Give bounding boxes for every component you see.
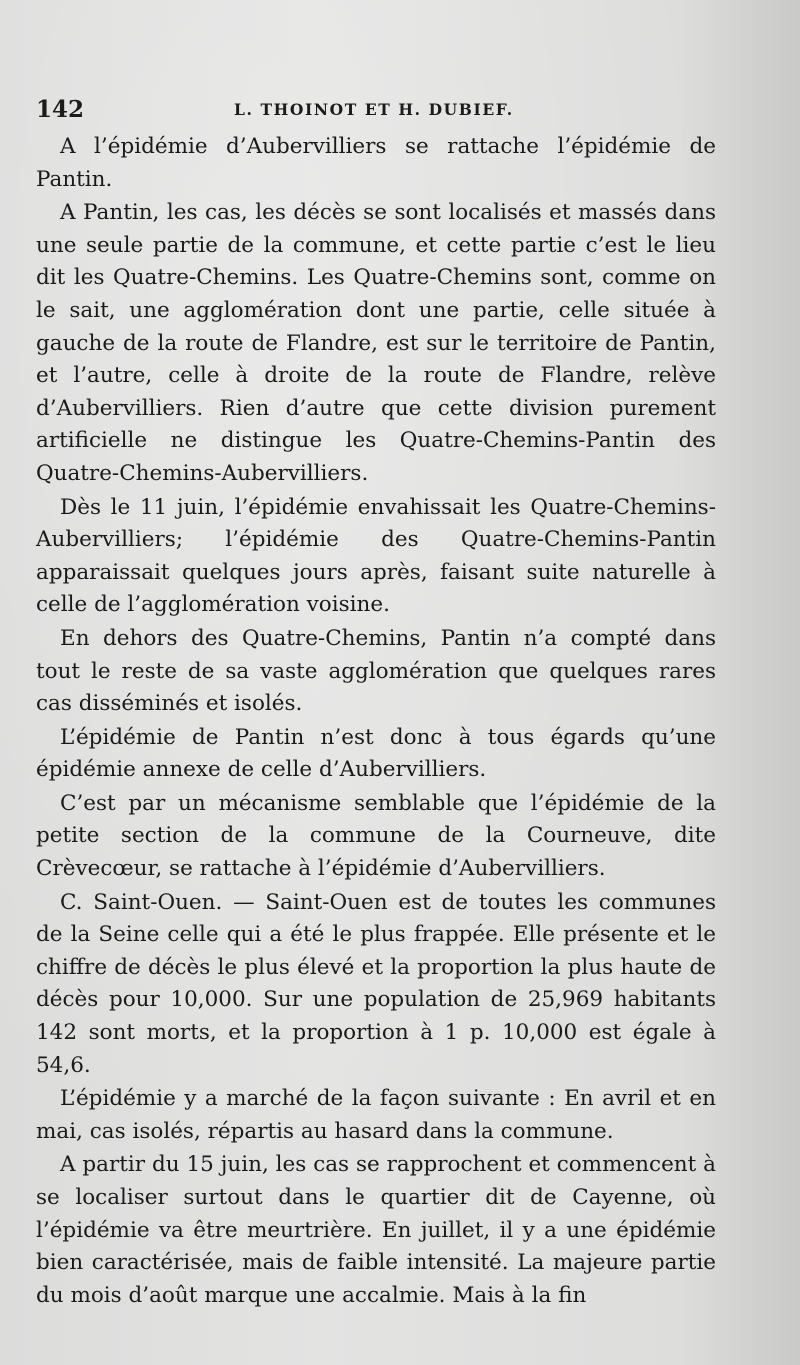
body-text xyxy=(36,131,716,1312)
paragraph: A partir du 15 juin, les cas se rapprochent et commencent à se localiser surtout dans le quartier dit de Cayenne, où l’épidémie va être meurtrière. En juillet, il y a une épidémie bien caractérisée, mais de faible intensité. La majeure partie du mois d’août marque une accalmie. Mais à la fin xyxy=(36,1152,716,1308)
paragraph: C’est par un mécanisme semblable que l’épidémie de la petite section de la commune de la Courneuve, dite Crèvecœur, se rattache à l’épidémie d’Aubervilliers. xyxy=(36,790,716,882)
page-header xyxy=(36,96,726,126)
paragraph: L’épidémie de Pantin n’est donc à tous égards qu’une épidémie annexe de celle d’Aubervilliers. xyxy=(36,724,716,783)
paragraph: A l’épidémie d’Aubervilliers se rattache l’épidémie de Pantin. xyxy=(36,134,716,192)
page-number: 142 xyxy=(36,96,85,123)
paragraph: C. Saint-Ouen. — Saint-Ouen est de toutes les communes de la Seine celle qui a été le plus frappée. Elle présente et le chiffre de décès le plus élevé et la proportion la plus haute de décès pour 10,000. Sur une population de 25,969 habitants 142 sont morts, et la proportion à 1 p. 10,000 est égale à 54,6. xyxy=(36,889,716,1078)
paragraph: Dès le 11 juin, l’épidémie envahissait les Quatre-Chemins-Aubervilliers; l’épidémie des Quatre-Chemins-Pantin apparaissait quelques jours après, faisant suite naturelle à celle de l’agglomération voisine. xyxy=(36,494,716,618)
paragraph: A Pantin, les cas, les décès se sont localisés et massés dans une seule partie de la commune, et cette partie c’est le lieu dit les Quatre-Chemins. Les Quatre-Chemins sont, comme on le sait, une agglomération dont une partie, celle située à gauche de la route de Flandre, est sur le territoire de Pantin, et l’autre, celle à droite de la route de Flandre, relève d’Aubervilliers. Rien d’autre que cette division purement artificielle ne distingue les Quatre-Chemins-Pantin des Quatre-Chemins-Aubervilliers. xyxy=(36,200,716,486)
paragraph: L’épidémie y a marché de la façon suivante : En avril et en mai, cas isolés, répartis au hasard dans la commune. xyxy=(36,1086,716,1144)
paragraph: En dehors des Quatre-Chemins, Pantin n’a compté dans tout le reste de sa vaste agglomération que quelques rares cas disséminés et isolés. xyxy=(36,625,716,717)
running-head: L. THOINOT ET H. DUBIEF. xyxy=(234,100,514,119)
